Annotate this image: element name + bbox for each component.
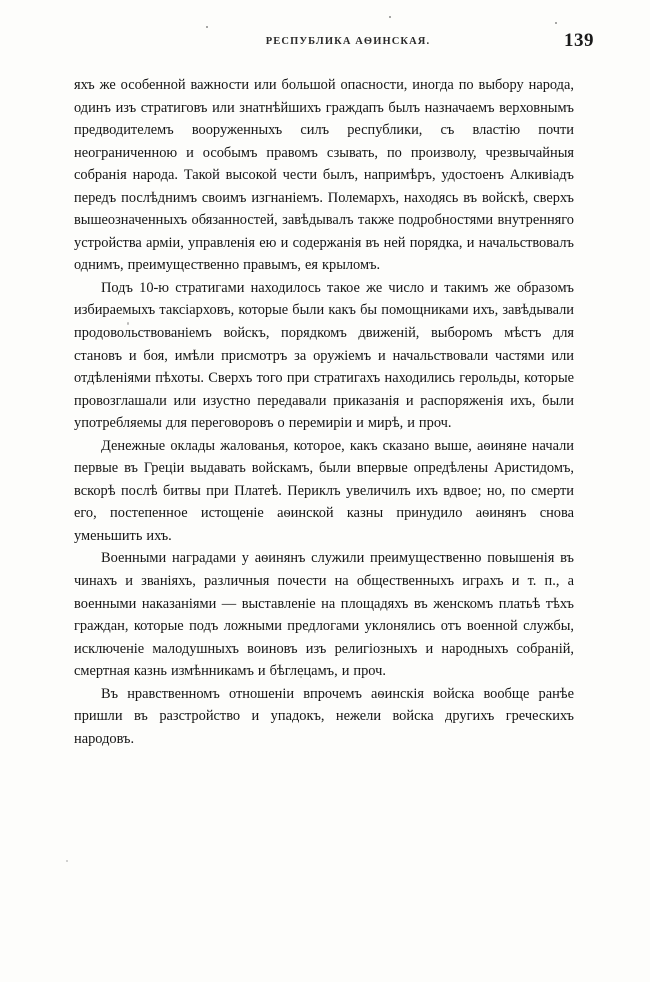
scan-speck — [555, 22, 557, 24]
scan-speck — [66, 860, 68, 862]
page-body — [74, 74, 574, 750]
running-title: РЕСПУБЛИКА АѲИНСКАЯ. — [265, 36, 431, 47]
paragraph: яхъ же особенной важности или большой опасности, иногда по выбору народа, одинъ изъ стратиговъ или знатнѣйшихъ граждапъ былъ назначаемъ верховнымъ предводителемъ вооруженныхъ силъ республики, съ властію почти неограниченною и особымъ правомъ сзывать, по произволу, чрезвычайныя собранія народа. Такой высокой чести былъ, напримѣръ, удостоенъ Алкивіадъ передъ послѣднимъ своимъ изгнаніемъ. Полемархъ, находясь въ войскѣ, сверхъ вышеозначенныхъ обязанностей, завѣдывалъ также подробностями внутренняго устройства арміи, управленія ею и содержанія въ ней порядка, и начальствовалъ однимъ, преимущественно правымъ, ея крыломъ. — [74, 77, 574, 274]
scan-speck — [389, 16, 391, 18]
paragraph: Подъ 10-ю стратигами находилось такое же число и такимъ же образомъ избираемыхъ таксіарховъ, которые были какъ бы помощниками ихъ, завѣдывали продовольствованіемъ войскъ, порядкомъ движеній, выборомъ мѣстъ для становъ и боя, имѣли присмотръ за оружіемъ и начальствовали частями или отдѣленіями пѣхоты. Сверхъ того при стратигахъ находились герольды, которые провозглашали или изустно передавали приказанія и распоряженія ихъ, были употребляемы для переговоровъ о перемиріи и мирѣ, и проч. — [74, 279, 574, 432]
paragraph: Военными наградами у аѳинянъ служили преимущественно повышенія въ чинахъ и званіяхъ, различныя почести на общественныхъ играхъ и т. п., а военными наказаніями — выставленіе на площадяхъ въ женскомъ платьѣ тѣхъ граждан, которые подъ ложными предлогами уклонялись отъ военной службы, исключеніе малодушныхъ воиновъ изъ религіозныхъ и народныхъ собраній, смертная казнь измѣнникамъ и бѣглецамъ, и проч. — [74, 550, 574, 680]
paragraph: Въ нравственномъ отношеніи впрочемъ аѳинскія войска вообще ранѣе пришли въ разстройство и упадокъ, нежели войска другихъ греческихъ народовъ. — [74, 685, 574, 747]
paragraph: Денежные оклады жалованья, которое, какъ сказано выше, аѳиняне начали первые въ Греціи выдавать войскамъ, были впервые опредѣлены Аристидомъ, вскорѣ послѣ битвы при Платеѣ. Периклъ увеличилъ ихъ вдвое; но, по смерти его, постепенное истощеніе аѳинской казны принудило аѳинянъ снова уменьшить ихъ. — [74, 437, 574, 544]
scan-speck — [206, 26, 208, 28]
page-header — [72, 30, 594, 58]
page-number: 139 — [564, 30, 594, 51]
